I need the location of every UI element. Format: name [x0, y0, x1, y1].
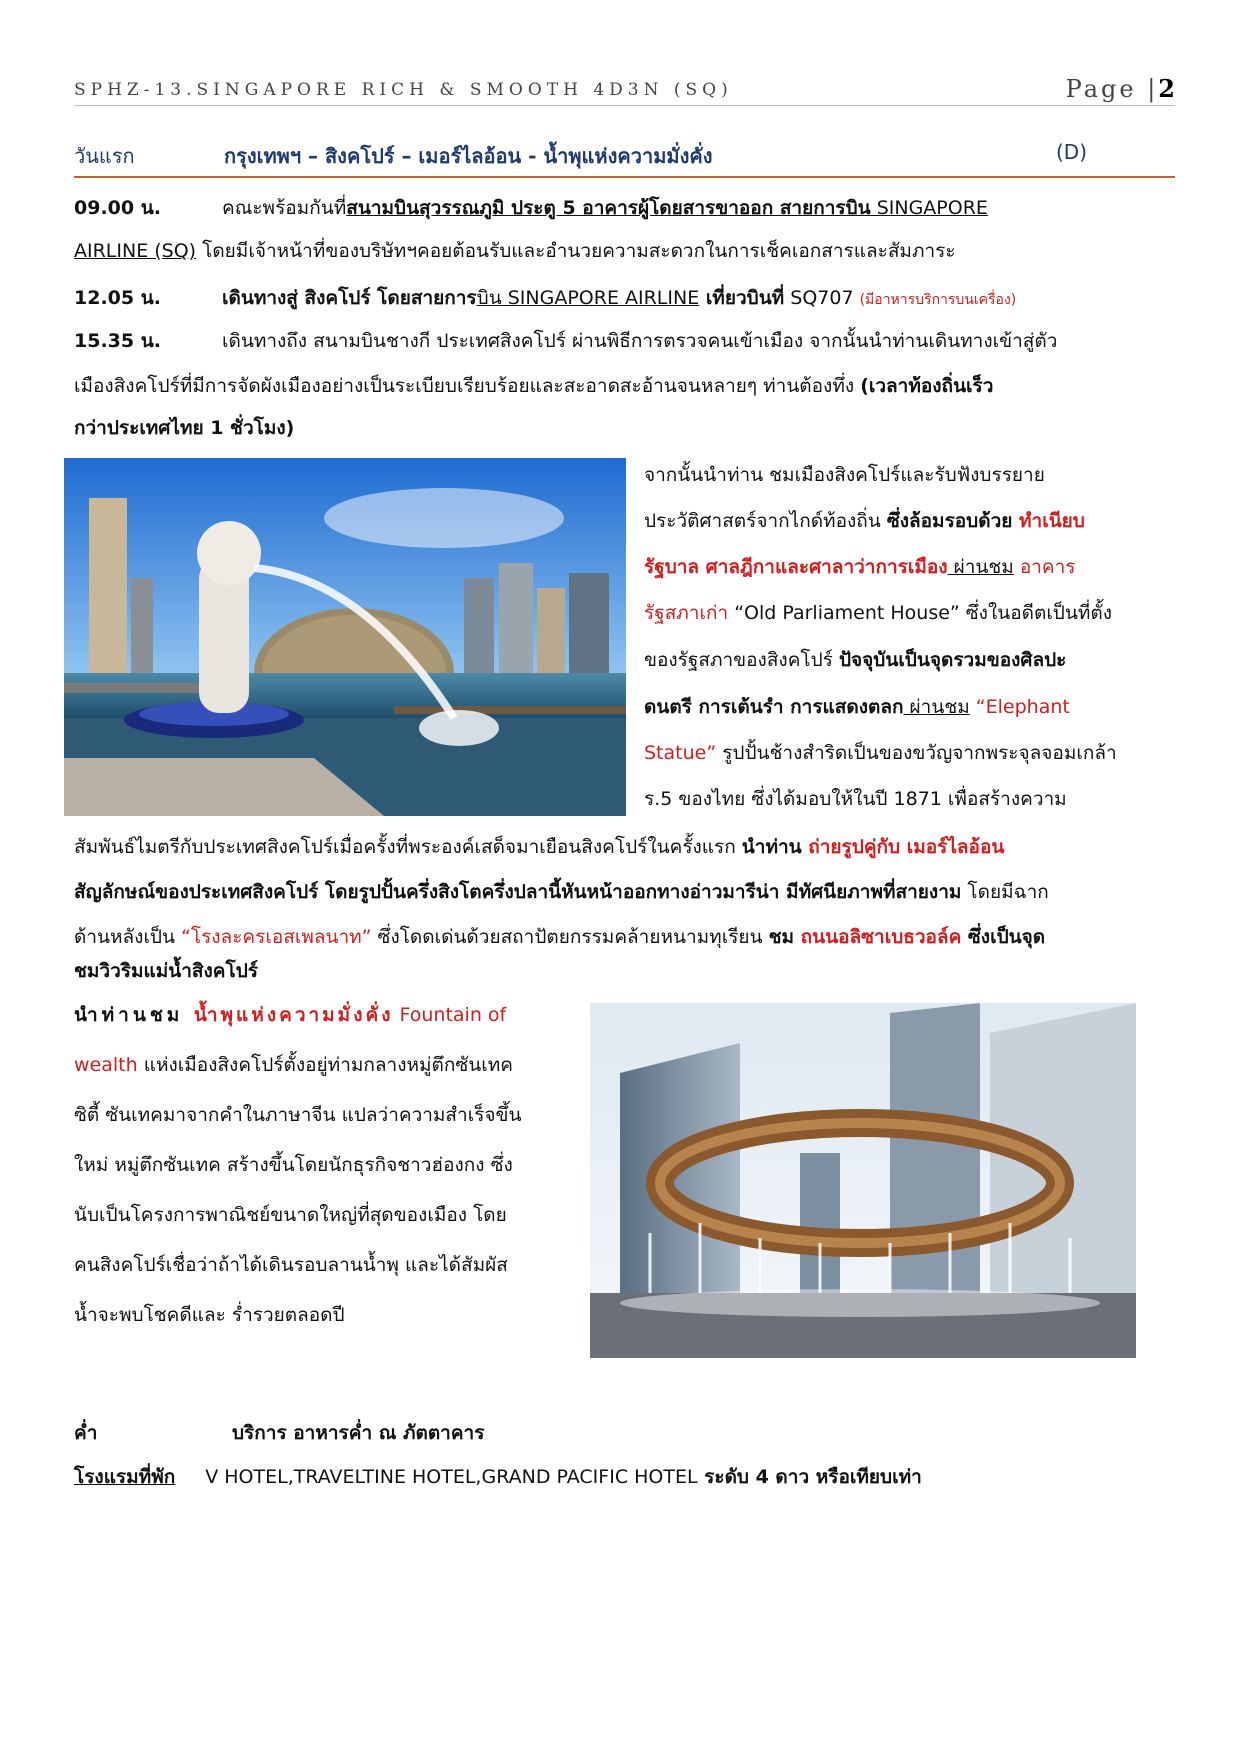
- airline-name: บิน SINGAPORE AIRLINE: [476, 287, 700, 309]
- fountain-line1: [74, 1000, 506, 1030]
- text-segment: ของรัฐสภาของสิงคโปร์: [644, 649, 839, 671]
- dinner-label: ค่ำ: [74, 1422, 98, 1444]
- text-segment: คณะพร้อมกันที่: [222, 197, 347, 219]
- fountain-line7: น้ำจะพบโชคดีและ ร่ำรวยตลอดปี: [74, 1304, 345, 1326]
- text-segment: ปัจจุบันเป็นจุดรวมของศิลปะ: [838, 649, 1067, 671]
- time-1205: 12.05 น.: [74, 287, 161, 309]
- day-divider: [74, 176, 1175, 178]
- place-name: “โรงละครเอสเพลนาท”: [181, 926, 372, 948]
- schedule-1535-line2: [74, 371, 1175, 401]
- page-indicator: [1066, 74, 1175, 103]
- timezone-note: (เวลาท้องถิ่นเร็ว: [860, 375, 994, 397]
- tour-line1: จากนั้นนำท่าน ชมเมืองสิงคโปร์และรับฟังบรรยาย: [644, 464, 1045, 486]
- tour-full-line3: [74, 922, 1175, 952]
- time-0900: 09.00 น.: [74, 197, 161, 219]
- dinner-text: บริการ อาหารค่ำ ณ ภัตตาคาร: [232, 1422, 485, 1444]
- airport-meeting-point: สนามบินสุวรรณภูมิ ประตู 5 อาคารผู้โดยสารขาออก สายการบิน: [346, 197, 871, 219]
- text-segment: ชมวิวริมแม่น้ำสิงคโปร์: [74, 960, 258, 982]
- tour-line4: [644, 598, 1112, 628]
- text-segment: โดยมีฉาก: [961, 881, 1049, 903]
- tour-line8: ร.5 ของไทย ซึ่งได้มอบให้ในปี 1871 เพื่อสร้างความ: [644, 788, 1067, 810]
- schedule-1535-line1: เดินทางถึง สนามบินชางกี ประเทศสิงคโปร์ ผ่านพิธีการตรวจคนเข้าเมือง จากนั้นนำท่านเดินทางเข้าสู่ตัว: [222, 330, 1058, 352]
- text-segment: ประวัติศาสตร์จากไกด์ท้องถิ่น: [644, 510, 887, 532]
- text-segment: ซึ่งล้อมรอบด้วย: [886, 510, 1019, 532]
- text-segment: สัมพันธ์ไมตรีกับประเทศสิงคโปร์เมื่อครั้งที่พระองค์เสด็จมาเยือนสิงคโปร์ในครั้งแรก: [74, 836, 742, 858]
- schedule-0900-line2: [74, 236, 1175, 266]
- text-segment: ซึ่งเป็นจุด: [961, 926, 1046, 948]
- tour-full-line4: [74, 956, 1175, 986]
- airline-code: AIRLINE (SQ): [74, 240, 197, 262]
- fountain-line2: [74, 1050, 513, 1080]
- schedule-1535-line3: [74, 413, 1175, 443]
- flight-number: SQ707: [784, 287, 860, 309]
- day-heading: [74, 140, 1175, 174]
- hotel-label: โรงแรมที่พัก: [74, 1466, 176, 1488]
- place-name: ถ่ายรูปคู่กับ เมอร์ไลอ้อน: [801, 836, 1005, 858]
- place-name: “Elephant: [969, 696, 1070, 718]
- tour-line2: [644, 506, 1085, 536]
- text-segment: ดนตรี การเต้นรำ การแสดงตลก: [644, 696, 904, 718]
- header-divider: [74, 105, 1175, 106]
- place-name: น้ำพุแห่งความมั่งคั่ง: [193, 1004, 394, 1026]
- tour-line5: [644, 645, 1066, 675]
- tour-line3: [644, 552, 1076, 582]
- time-1535: 15.35 น.: [74, 330, 161, 352]
- tour-full-line1: [74, 832, 1175, 862]
- meal-note: (มีอาหารบริการบนเครื่อง): [859, 292, 1017, 308]
- fountain-line5: นับเป็นโครงการพาณิชย์ขนาดใหญ่ที่สุดของเมือง โดย: [74, 1204, 507, 1226]
- text-segment: ผ่านชม: [903, 696, 970, 718]
- text-segment: เดินทางสู่ สิงคโปร์ โดยสายการ: [222, 287, 477, 309]
- text-segment: โดยมีเจ้าหน้าที่ของบริษัทฯคอยต้อนรับและอำนวยความสะดวกในการเช็คเอกสารและสัมภาระ: [196, 240, 956, 262]
- day-label: วันแรก: [74, 144, 135, 168]
- schedule-0900-line1: [222, 193, 1175, 223]
- day-meal: (D): [1055, 140, 1087, 164]
- place-name-en: Fountain of: [393, 1004, 507, 1026]
- hotel-rating: ระดับ 4 ดาว หรือเทียบเท่า: [697, 1466, 922, 1488]
- merlion-photo: [64, 458, 626, 816]
- text-segment: แห่งเมืองสิงคโปร์ตั้งอยู่ท่ามกลางหมู่ตึกซันเทค: [137, 1054, 513, 1076]
- text-segment: ด้านหลังเป็น: [74, 926, 182, 948]
- tour-line7: [644, 738, 1117, 768]
- fountain-line3: ซิตี้ ซันเทคมาจากคำในภาษาจีน แปลว่าความสำเร็จขึ้น: [74, 1104, 522, 1126]
- text-segment: ซึ่งโดดเด่นด้วยสถาปัตยกรรมคล้ายหนามทุเรียน: [371, 926, 769, 948]
- place-name: Statue”: [644, 742, 717, 764]
- text-segment: สัญลักษณ์ของประเทศสิงคโปร์ โดยรูปปั้นครึ่งสิงโตครึ่งปลานี้หันหน้าออกทางอ่าวมารีน่า มีทัศนียภาพที่สายงาม: [74, 881, 962, 903]
- page-number: 2: [1158, 74, 1175, 103]
- tour-full-line2: [74, 877, 1175, 907]
- text-segment: เมืองสิงคโปร์ที่มีการจัดผังเมืองอย่างเป็นระเบียบเรียบร้อยและสะอาดสะอ้านจนหลายๆ ท่านต้องทึ่ง: [74, 375, 861, 397]
- day-route: กรุงเทพฯ – สิงคโปร์ – เมอร์ไลอ้อน - น้ำพุแห่งความมั่งคั่ง: [224, 144, 713, 168]
- place-name: ทำเนียบ: [1019, 510, 1085, 532]
- text-segment: รูปปั้นช้างสำริดเป็นของขวัญจากพระจุลจอมเกล้า: [716, 742, 1117, 764]
- text-segment: “Old Parliament House” ซึ่งในอดีตเป็นที่ตั้ง: [728, 602, 1112, 624]
- document-code: SPHZ-13.SINGAPORE RICH & SMOOTH 4D3N (SQ): [74, 80, 733, 100]
- hotel-names: V HOTEL,TRAVELTINE HOTEL,GRAND PACIFIC HOTEL: [205, 1466, 698, 1488]
- airline-name-part: SINGAPORE: [870, 197, 988, 219]
- text-segment: ผ่านชม: [947, 556, 1014, 578]
- fountain-line6: คนสิงคโปร์เชื่อว่าถ้าได้เดินรอบลานน้ำพุ และได้สัมผัส: [74, 1254, 508, 1276]
- text-segment: เที่ยวบินที่: [699, 287, 785, 309]
- fountain-line4: ใหม่ หมู่ตึกซันเทค สร้างขึ้นโดยนักธุรกิจชาวฮ่องกง ซึ่ง: [74, 1154, 513, 1176]
- fountain-of-wealth-photo: [590, 1003, 1136, 1358]
- page-word: Page |: [1065, 75, 1159, 103]
- hotel-row: [74, 1462, 922, 1492]
- place-name: รัฐบาล ศาลฎีกาและศาลาว่าการเมือง: [644, 556, 948, 578]
- text-segment: ชม: [768, 926, 794, 948]
- place-name: รัฐสภาเก่า: [644, 602, 729, 624]
- text-segment: นำท่าน: [741, 836, 802, 858]
- place-name-en: wealth: [74, 1054, 138, 1076]
- place-name: ถนนอลิซาเบธวอล์ค: [793, 926, 962, 948]
- tour-line6: [644, 692, 1070, 722]
- place-name: อาคาร: [1013, 556, 1076, 578]
- timezone-note-cont: กว่าประเทศไทย 1 ชั่วโมง): [74, 417, 295, 439]
- text-segment: นำท่านชม: [74, 1004, 194, 1026]
- schedule-1205-line: [222, 283, 1175, 313]
